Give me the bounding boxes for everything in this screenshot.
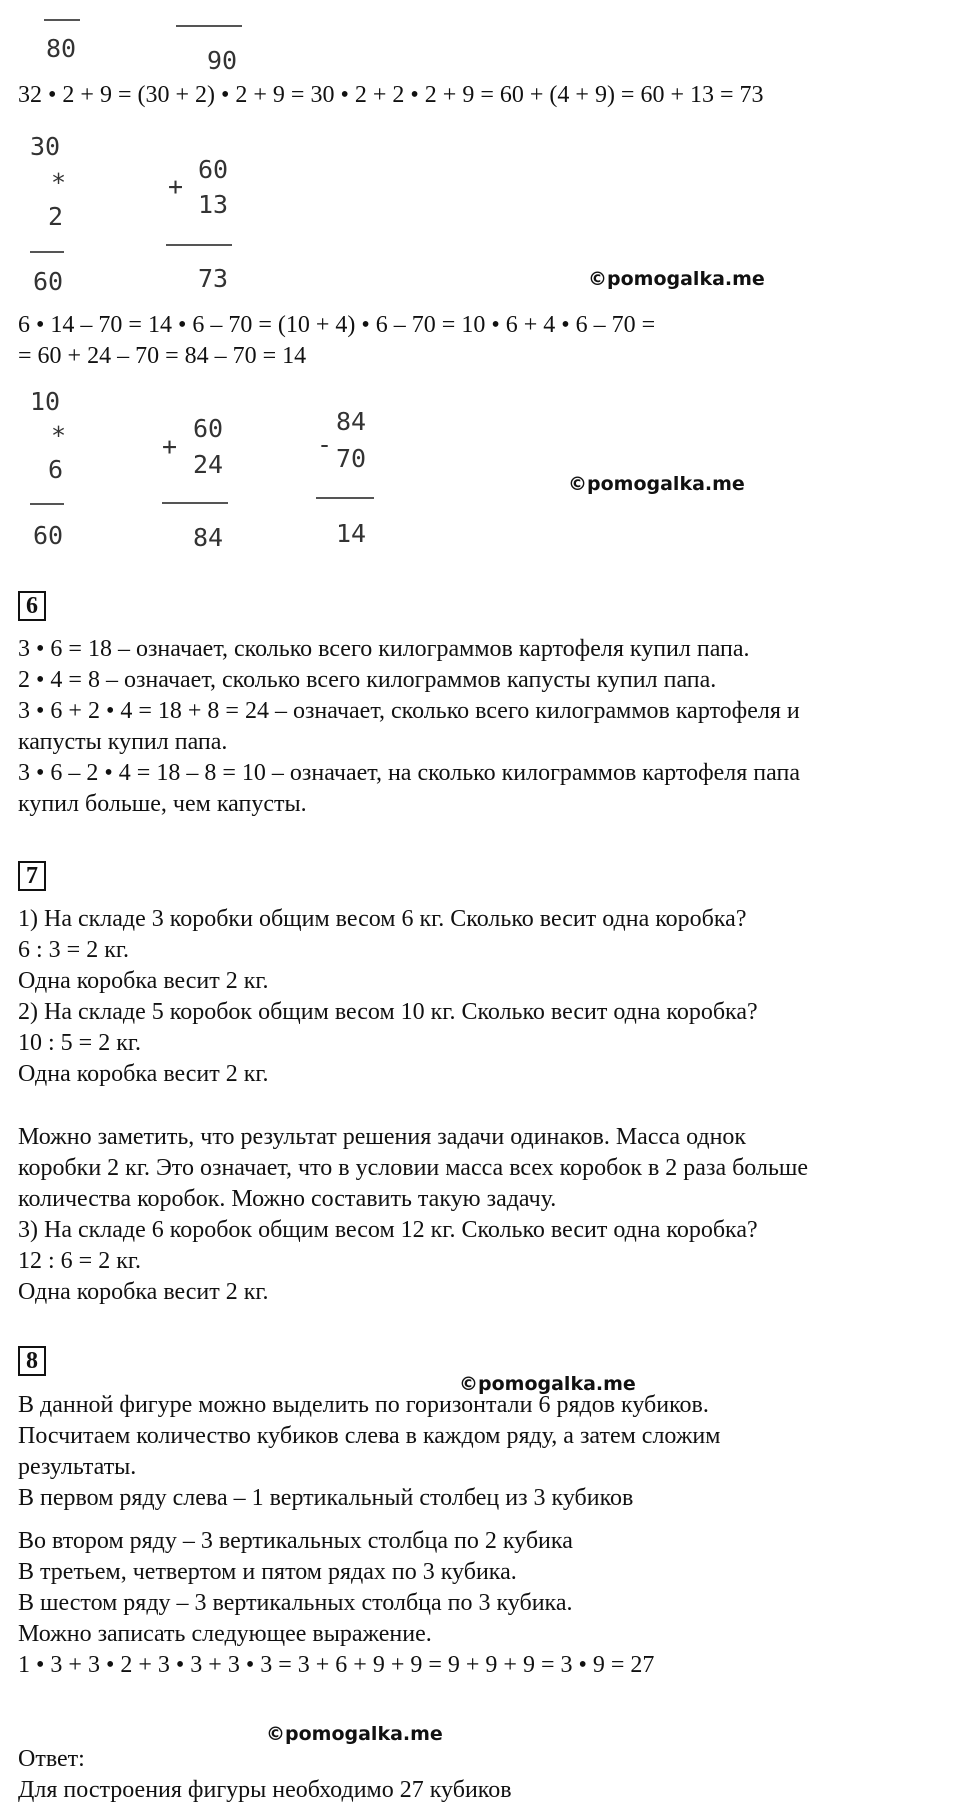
calc2-mult-rule — [30, 503, 64, 505]
calc2-add-op: + — [162, 432, 178, 461]
answer-text: Для построения фигуры необходимо 27 кубиков — [18, 1777, 512, 1803]
calc2-add-b: 24 — [193, 450, 224, 479]
task-6-number: 6 — [18, 591, 46, 621]
task-7-line: 1) На складе 3 коробки общим весом 6 кг. Сколько весит одна коробка? — [18, 906, 747, 932]
task-8-line: В данной фигуре можно выделить по горизонтали 6 рядов кубиков. — [18, 1392, 709, 1418]
watermark-4: ©pomogalka.me — [266, 1723, 443, 1745]
calc1-mult-a: 30 — [30, 132, 61, 161]
task-8-number: 8 — [18, 1346, 46, 1376]
task-8-line: результаты. — [18, 1454, 137, 1480]
calc2-mult-a: 10 — [30, 387, 61, 416]
calc1-add-a: 60 — [198, 155, 229, 184]
calc1-add-b: 13 — [198, 190, 229, 219]
task-7-line: 12 : 6 = 2 кг. — [18, 1248, 141, 1274]
task-6-line: 3 • 6 + 2 • 4 = 18 + 8 = 24 – означает, сколько всего килограммов картофеля и — [18, 698, 800, 724]
task-7-block-1 — [18, 904, 948, 1090]
task-8-line: Можно записать следующее выражение. — [18, 1621, 432, 1647]
task-7-line: Одна коробка весит 2 кг. — [18, 1279, 269, 1305]
calc2-mult-res: 60 — [33, 521, 64, 550]
task-6-text — [18, 634, 948, 820]
calc1-mult-b: 2 — [48, 202, 64, 231]
task-6-line: 3 • 6 – 2 • 4 = 18 – 8 = 10 – означает, на сколько килограммов картофеля папа — [18, 760, 800, 786]
calc2-mult-op: * — [51, 421, 67, 450]
task-7-line: Можно заметить, что результат решения задачи одинаков. Масса однок — [18, 1124, 747, 1150]
calc1-add-rule — [166, 244, 232, 246]
task-7-block-2 — [18, 1122, 948, 1308]
task-7-line: 3) На складе 6 коробок общим весом 12 кг. Сколько весит одна коробка? — [18, 1217, 758, 1243]
top-partial-a: 80 — [46, 34, 77, 63]
top-partial-b: 90 — [207, 46, 238, 75]
equation-line-1: 32 • 2 + 9 = (30 + 2) • 2 + 9 = 30 • 2 + 2 • 2 + 9 = 60 + (4 + 9) = 60 + 13 = 73 — [18, 82, 764, 108]
calc2-add-rule — [162, 502, 228, 504]
task-7-line: Одна коробка весит 2 кг. — [18, 1061, 269, 1087]
task-8-block-1 — [18, 1390, 948, 1514]
watermark-1: ©pomogalka.me — [588, 268, 765, 290]
calc1-add-res: 73 — [198, 264, 229, 293]
task-8-line: Посчитаем количество кубиков слева в каждом ряду, а затем сложим — [18, 1423, 721, 1449]
task-7-line: количества коробок. Можно составить такую задачу. — [18, 1186, 557, 1212]
task-6-line: 2 • 4 = 8 – означает, сколько всего килограммов капусты купил папа. — [18, 667, 717, 693]
calc2-sub-op: - — [317, 430, 333, 459]
task-7-line: коробки 2 кг. Это означает, что в условии масса всех коробок в 2 раза больше — [18, 1155, 809, 1181]
task-8-line: 1 • 3 + 3 • 2 + 3 • 3 + 3 • 3 = 3 + 6 + 9 + 9 = 9 + 9 + 9 = 3 • 9 = 27 — [18, 1652, 655, 1678]
task-7-line: 10 : 5 = 2 кг. — [18, 1030, 141, 1056]
equation-line-2a: 6 • 14 – 70 = 14 • 6 – 70 = (10 + 4) • 6 – 70 = 10 • 6 + 4 • 6 – 70 = — [18, 312, 656, 338]
task-6-line: капусты купил папа. — [18, 729, 228, 755]
calc2-sub-b: 70 — [336, 444, 367, 473]
watermark-2: ©pomogalka.me — [568, 473, 745, 495]
task-8-block-2 — [18, 1526, 948, 1681]
answer-label: Ответ: — [18, 1746, 85, 1772]
calc1-add-op: + — [168, 172, 184, 201]
task-7-line: 2) На складе 5 коробок общим весом 10 кг. Сколько весит одна коробка? — [18, 999, 758, 1025]
task-8-line: В первом ряду слева – 1 вертикальный столбец из 3 кубиков — [18, 1485, 634, 1511]
watermark-3: ©pomogalka.me — [459, 1373, 636, 1395]
equation-line-2b: = 60 + 24 – 70 = 84 – 70 = 14 — [18, 343, 307, 369]
task-8-line: В шестом ряду – 3 вертикальных столбца по 3 кубика. — [18, 1590, 573, 1616]
calc1-mult-res: 60 — [33, 267, 64, 296]
task-8-line: В третьем, четвертом и пятом рядах по 3 кубика. — [18, 1559, 517, 1585]
task-7-line: Одна коробка весит 2 кг. — [18, 968, 269, 994]
calc2-sub-res: 14 — [336, 519, 367, 548]
task-7-line: 6 : 3 = 2 кг. — [18, 937, 129, 963]
task-8-line: Во втором ряду – 3 вертикальных столбца по 2 кубика — [18, 1528, 573, 1554]
calc1-mult-rule — [30, 251, 64, 253]
calc2-add-res: 84 — [193, 523, 224, 552]
task-6-line: купил больше, чем капусты. — [18, 791, 307, 817]
calc2-sub-rule — [316, 497, 374, 499]
task-7-number: 7 — [18, 861, 46, 891]
top-rule-left — [44, 19, 80, 21]
calc2-add-a: 60 — [193, 414, 224, 443]
calc2-mult-b: 6 — [48, 455, 64, 484]
task-6-line: 3 • 6 = 18 – означает, сколько всего килограммов картофеля купил папа. — [18, 636, 750, 662]
top-rule-right — [176, 25, 242, 27]
calc1-mult-op: * — [51, 168, 67, 197]
calc2-sub-a: 84 — [336, 407, 367, 436]
